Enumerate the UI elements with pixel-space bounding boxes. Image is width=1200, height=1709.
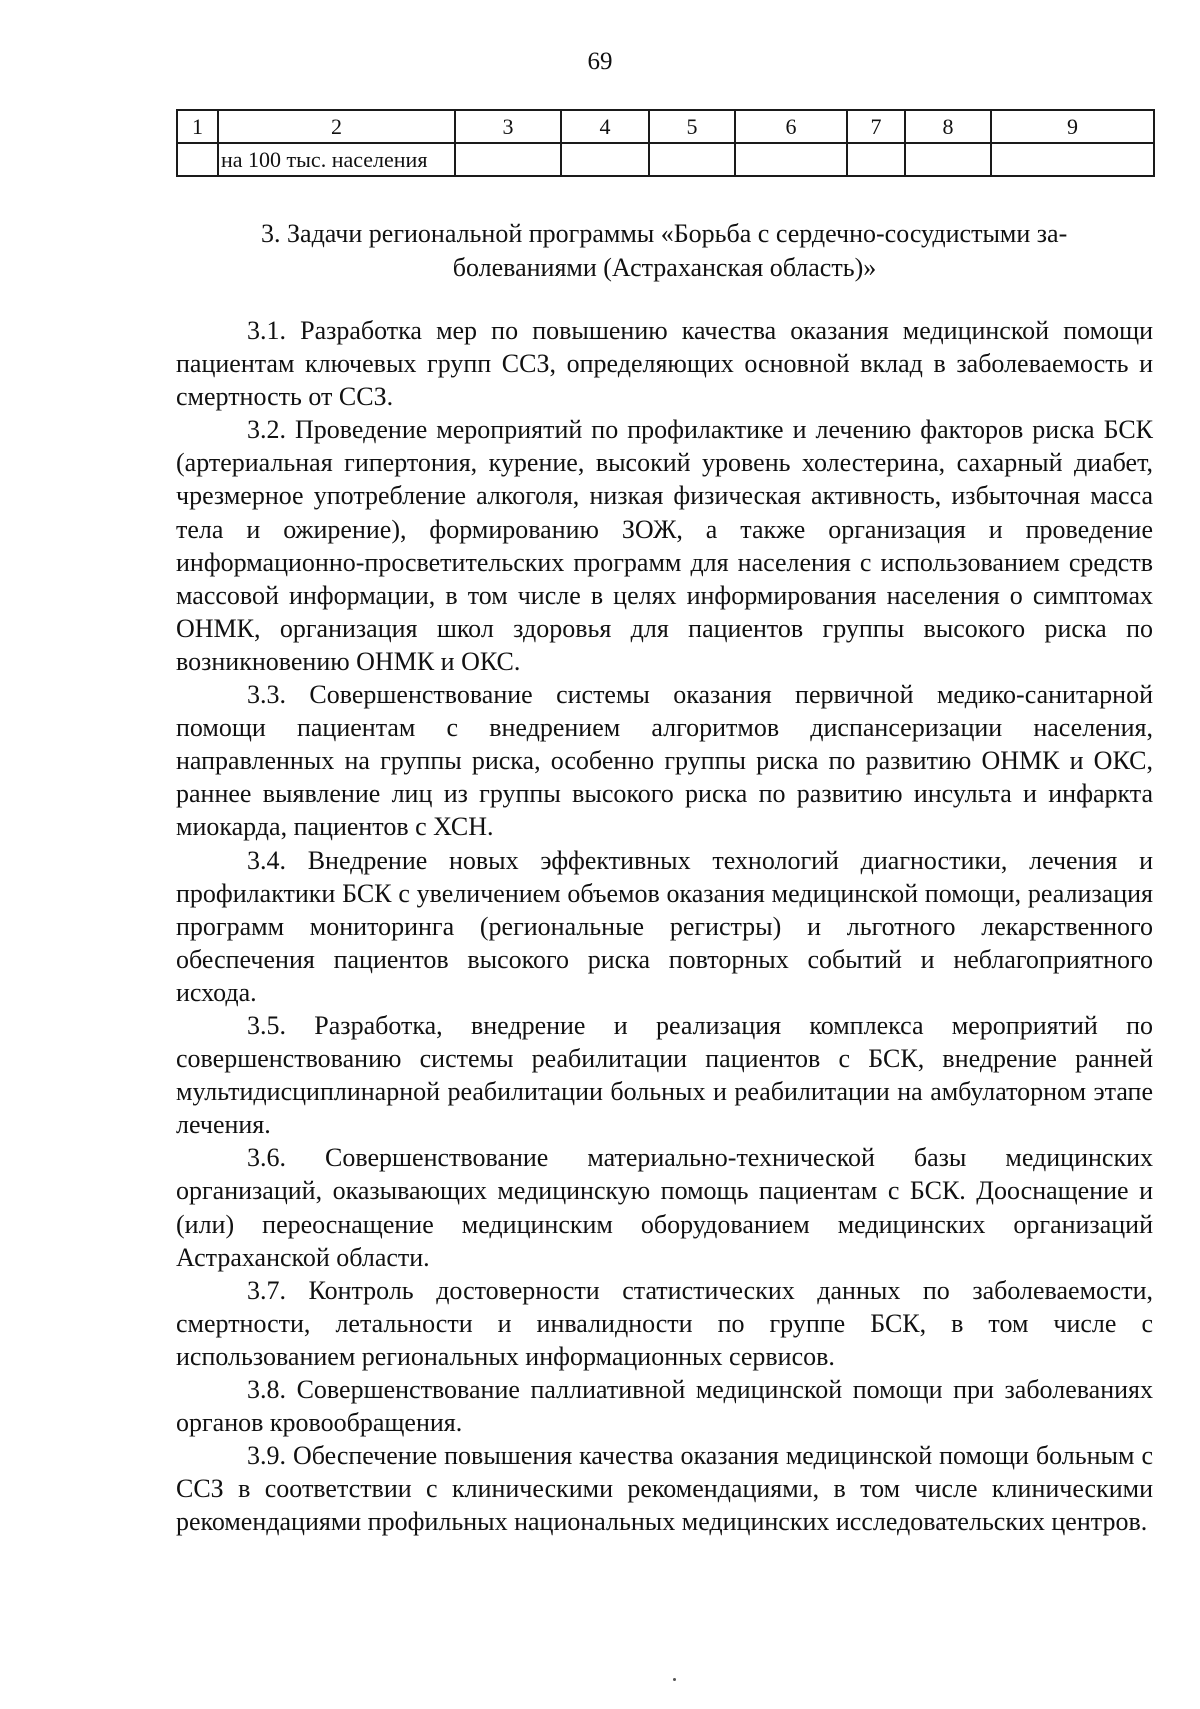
table-cell: 6 [735, 110, 847, 143]
table-cell [847, 143, 905, 176]
table-cell [991, 143, 1154, 176]
table-cell: 4 [561, 110, 649, 143]
page-number: 69 [587, 48, 613, 75]
task-item: 3.7. Контроль достоверности статистических данных по заболеваемости, смертности, летальности и инвалидности по группе БСК, в том числе с использованием региональных информационных сервисов. [176, 1275, 1153, 1371]
task-item: 3.1. Разработка мер по повышению качества оказания медицинской помощи пациентам ключевых групп ССЗ, определяющих основной вклад в заболеваемость и смертность от ССЗ. [176, 316, 1153, 412]
task-item: 3.8. Совершенствование паллиативной медицинской помощи при заболеваниях органов кровообращения. [176, 1375, 1153, 1438]
table-cell: 7 [847, 110, 905, 143]
table-cell: 2 [218, 110, 455, 143]
scan-speck [673, 1678, 676, 1681]
section-heading [176, 217, 1153, 285]
task-item: 3.5. Разработка, внедрение и реализация комплекса мероприятий по совершенствованию системы реабилитации пациентов с БСК, внедрение ранней мультидисциплинарной реабилитации больных и реабилитации на амбулаторном этапе лечения. [176, 1010, 1153, 1140]
table-cell [177, 143, 218, 176]
task-item: 3.4. Внедрение новых эффективных технологий диагностики, лечения и профилактики БСК с увеличением объемов оказания медицинской помощи, реализация программ мониторинга (региональные регистры) и льготного лекарственного обеспечения пациентов высокого риска повторных событий и неблагоприятного исхода. [176, 845, 1153, 1007]
table-cell [561, 143, 649, 176]
table-cell [735, 143, 847, 176]
continuation-table [176, 109, 1155, 177]
table-cell-indicator: на 100 тыс. населения [218, 143, 455, 176]
task-list [176, 314, 1153, 1538]
task-item: 3.2. Проведение мероприятий по профилактике и лечению факторов риска БСК (артериальная гипертония, курение, высокий уровень холестерина, сахарный диабет, чрезмерное употребление алкоголя, низкая физическая активность, избыточная масса тела и ожирение), формированию ЗОЖ, а также организация и проведение информационно-просветительских программ для населения с использованием средств массовой информации, в том числе в целях информирования населения о симптомах ОНМК, организация школ здоровья для пациентов группы высокого риска по возникновению ОНМК и ОКС. [176, 415, 1153, 676]
table-cell: 8 [905, 110, 991, 143]
table-cell: 1 [177, 110, 218, 143]
table-cell: 9 [991, 110, 1154, 143]
table-cell: 5 [649, 110, 735, 143]
table-header-row [177, 110, 1154, 143]
table-cell: 3 [455, 110, 561, 143]
table-cell [905, 143, 991, 176]
task-item: 3.9. Обеспечение повышения качества оказания медицинской помощи больным с ССЗ в соответствии с клиническими рекомендациями, в том числе клиническими рекомендациями профильных национальных медицинских исследовательских центров. [176, 1441, 1153, 1537]
section-heading-line: 3. Задачи региональной программы «Борьба с сердечно-сосудистыми за- [261, 219, 1068, 248]
section-heading-line: болеваниями (Астраханская область)» [452, 253, 877, 282]
task-item: 3.6. Совершенствование материально-технической базы медицинских организаций, оказывающих медицинскую помощь пациентам с БСК. Дооснащение и (или) переоснащение медицинским оборудованием медицинских организаций Астраханской области. [176, 1143, 1153, 1272]
table-cell [649, 143, 735, 176]
task-item: 3.3. Совершенствование системы оказания первичной медико-санитарной помощи пациентам с внедрением алгоритмов диспансеризации населения, направленных на группы риска, особенно группы риска по развитию ОНМК и ОКС, раннее выявление лиц из группы высокого риска по развитию инсульта и инфаркта миокарда, пациентов с ХСН. [176, 680, 1153, 842]
table-row [177, 143, 1154, 176]
table-cell [455, 143, 561, 176]
